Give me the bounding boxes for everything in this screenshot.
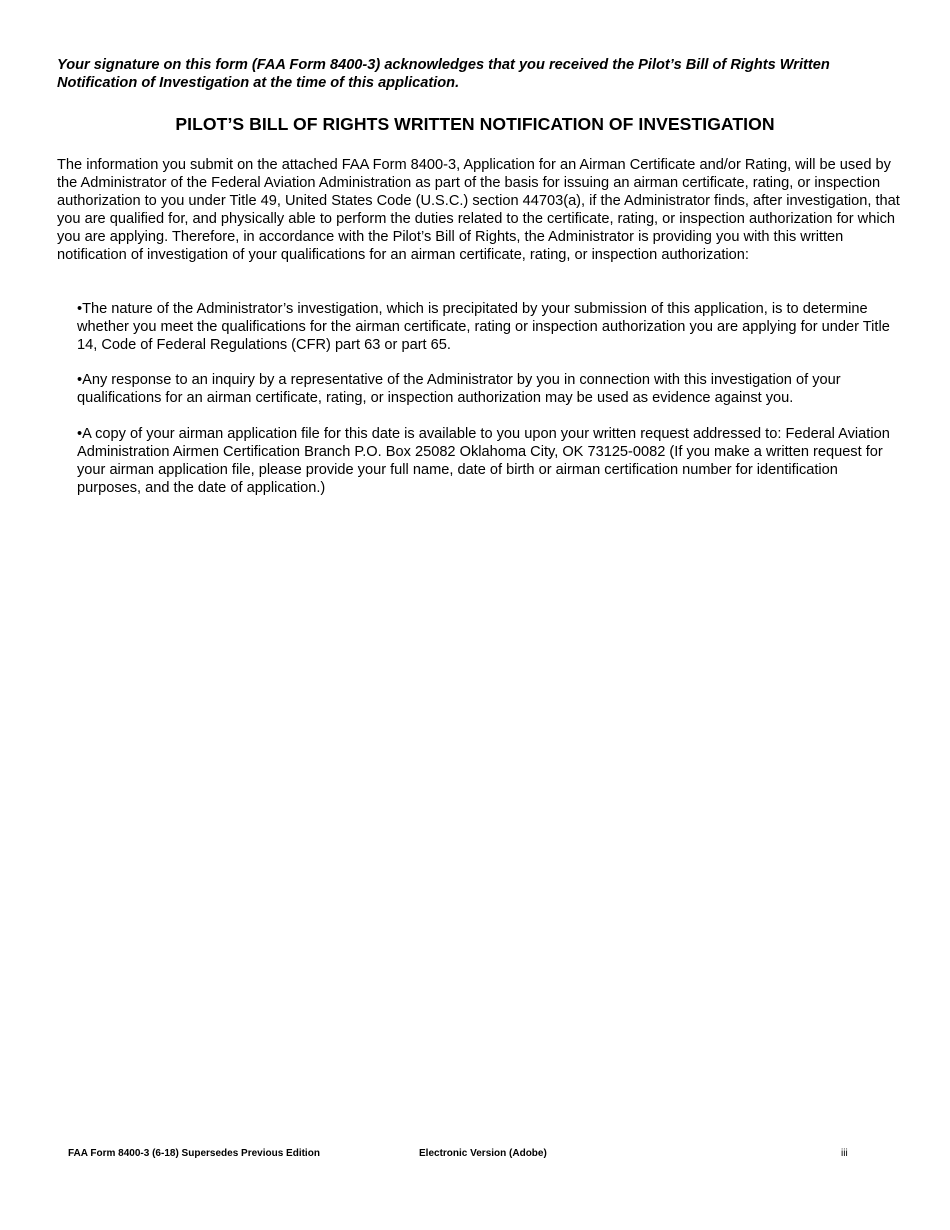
footer-form-id: FAA Form 8400-3 (6-18) Supersedes Previous Edition: [68, 1148, 320, 1159]
bullet-evidence-use: •Any response to an inquiry by a representative of the Administrator by you in connection with this investigation of your qualifications for an airman certificate, rating, or inspection authorization may be used as evidence against you.: [77, 372, 841, 406]
footer-version: Electronic Version (Adobe): [419, 1148, 547, 1159]
body-paragraph: The information you submit on the attached FAA Form 8400-3, Application for an Airman Certificate and/or Rating, will be used by the Administrator of the Federal Aviation Administration as part of the basis for issuing an airman certificate, rating, or inspection authorization to you under Title 49, United States Code (U.S.C.) section 44703(a), if the Administrator finds, after investigation, that you are qualified for, and physically able to perform the duties related to the certificate, rating, or inspection authorization for which you are applying. Therefore, in accordance with the Pilot’s Bill of Rights, the Administrator is providing you with this written notification of investigation of your qualifications for an airman certificate, rating, or inspection authorization:: [57, 157, 900, 263]
bullet-investigation-nature: •The nature of the Administrator’s investigation, which is precipitated by your submission of this application, is to determine whether you meet the qualifications for the airman certificate, rating or inspection authorization you are applying for under Title 14, Code of Federal Regulations (CFR) part 63 or part 65.: [77, 301, 890, 353]
bullet-file-request: •A copy of your airman application file for this date is available to you upon your written request addressed to: Federal Aviation Administration Airmen Certification Branch P.O. Box 25082 Oklahoma City, OK 73125-0082 (If you make a written request for your airman application file, please provide your full name, date of birth or airman certification number for identification purposes, and the date of application.): [77, 426, 890, 496]
page-title: PILOT’S BILL OF RIGHTS WRITTEN NOTIFICATION OF INVESTIGATION: [175, 114, 775, 134]
signature-acknowledgement: Your signature on this form (FAA Form 8400-3) acknowledges that you received the Pilot’s Bill of Rights Written Notification of Investigation at the time of this application.: [57, 57, 830, 91]
footer-page-number: iii: [841, 1148, 848, 1159]
